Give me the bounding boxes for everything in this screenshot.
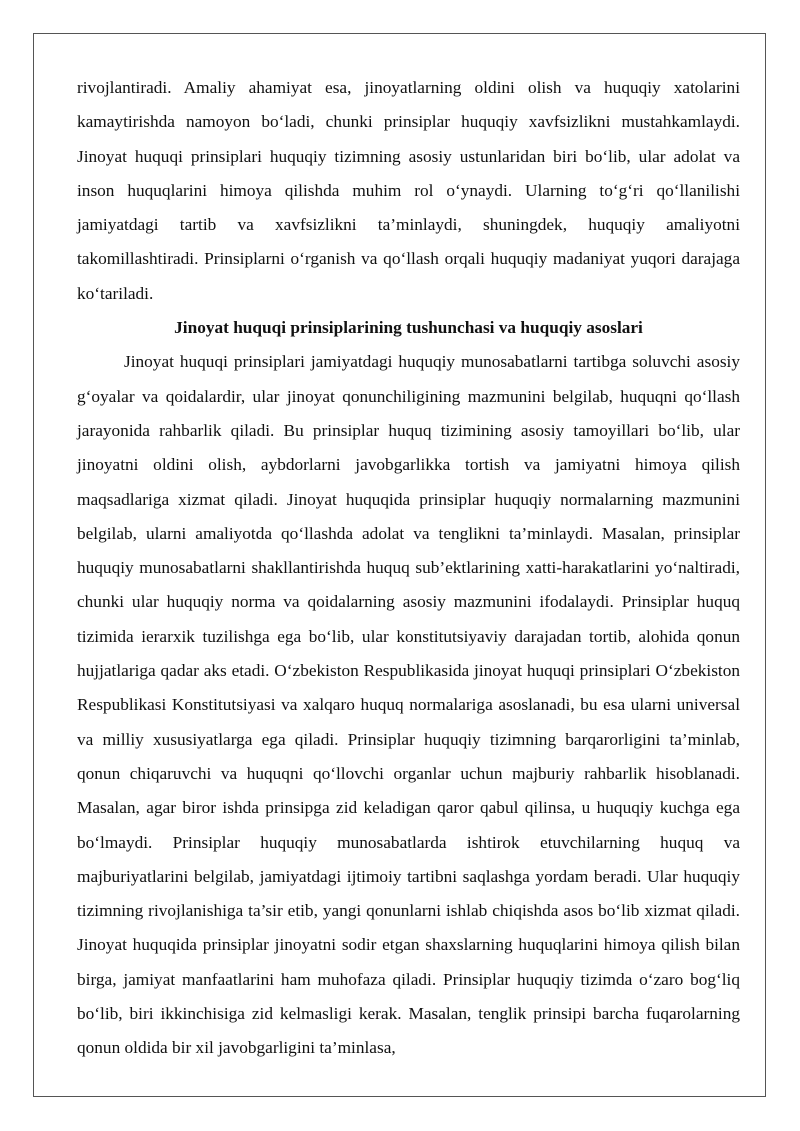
- section-heading: Jinoyat huquqi prinsiplarining tushunchasi va huquqiy asoslari: [174, 318, 643, 338]
- intro-paragraph: rivojlantiradi. Amaliy ahamiyat esa, jinoyatlarning oldini olish va huquqiy xatolarini kamaytirishda namoyon bo‘ladi, chunki prinsiplar huquqiy xavfsizlikni mustahkamlaydi. Jinoyat huquqi prinsiplari huquqiy tizimning asosiy ustunlaridan biri bo‘lib, ular adolat va inson huquqlarini himoya qilishda muhim rol o‘ynaydi. Ularning to‘g‘ri qo‘llanilishi jamiyatdagi tartib va xavfsizlikni ta’minlaydi, shuningdek, huquqiy amaliyotni takomillashtiradi. Prinsiplarni o‘rganish va qo‘llash orqali huquqiy madaniyat yuqori darajaga ko‘tariladi.: [77, 78, 740, 303]
- main-paragraph: Jinoyat huquqi prinsiplari jamiyatdagi huquqiy munosabatlarni tartibga soluvchi asosiy g‘oyalar va qoidalardir, ular jinoyat qonunchiligining mazmunini belgilab, huquqni qo‘llash jarayonida rahbarlik qiladi. Bu prinsiplar huquq tizimining asosiy tamoyillari bo‘lib, ular jinoyatni oldini olish, aybdorlarni javobgarlikka tortish va jamiyatni himoya qilish maqsadlariga xizmat qiladi. Jinoyat huquqida prinsiplar huquqiy normalarning mazmunini belgilab, ularni amaliyotda qo‘llashda adolat va tenglikni ta’minlaydi. Masalan, prinsiplar huquqiy munosabatlarni shakllantirishda huquq sub’ektlarining xatti-harakatlarini yo‘naltiradi, chunki ular huquqiy norma va qoidalarning asosiy mazmunini ifodalaydi. Prinsiplar huquq tizimida ierarxik tuzilishga ega bo‘lib, ular konstitutsiyaviy darajadan tortib, alohida qonun hujjatlariga qadar aks etadi. O‘zbekiston Respublikasida jinoyat huquqi prinsiplari O‘zbekiston Respublikasi Konstitutsiyasi va xalqaro huquq normalariga asoslanadi, bu esa ularni universal va milliy xususiyatlarga ega qiladi. Prinsiplar huquqiy tizimning barqarorligini ta’minlab, qonun chiqaruvchi va huquqni qo‘llovchi organlar uchun majburiy rahbarlik hisoblanadi. Masalan, agar biror ishda prinsipga zid keladigan qaror qabul qilinsa, u huquqiy kuchga ega bo‘lmaydi. Prinsiplar huquqiy munosabatlarda ishtirok etuvchilarning huquq va majburiyatlarini belgilab, jamiyatdagi ijtimoiy tartibni saqlashga yordam beradi. Ular huquqiy tizimning rivojlanishiga ta’sir etib, yangi qonunlarni ishlab chiqishda asos bo‘lib xizmat qiladi. Jinoyat huquqida prinsiplar jinoyatni sodir etgan shaxslarning huquqlarini himoya qilish bilan birga, jamiyat manfaatlarini ham muhofaza qiladi. Prinsiplar huquqiy tizimda o‘zaro bog‘liq bo‘lib, biri ikkinchisiga zid kelmasligi kerak. Masalan, tenglik prinsipi barcha fuqarolarning qonun oldida bir xil javobgarligini ta’minlasa,: [77, 352, 740, 1058]
- document-body: [77, 71, 740, 1066]
